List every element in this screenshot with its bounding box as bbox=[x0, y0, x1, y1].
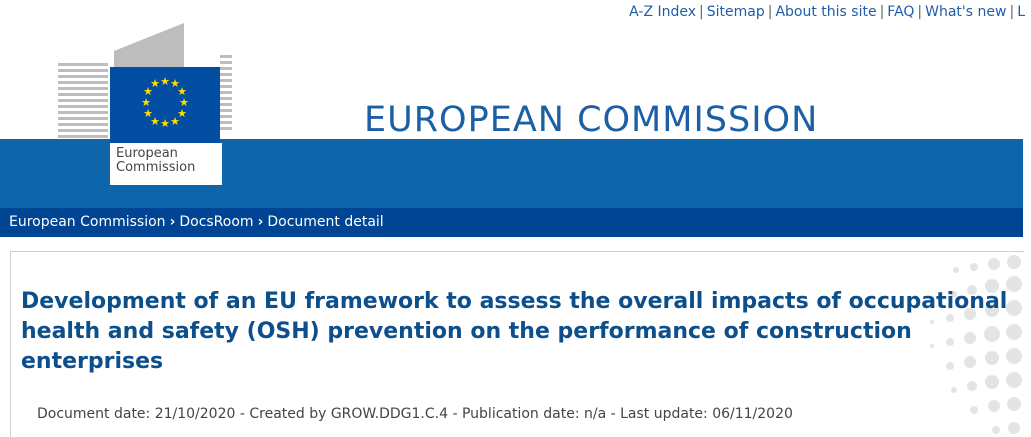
breadcrumb-chevron-icon: › bbox=[257, 214, 264, 230]
breadcrumb bbox=[0, 208, 1023, 237]
breadcrumb-european-commission[interactable]: European Commission bbox=[9, 214, 166, 230]
breadcrumb-docsroom[interactable]: DocsRoom bbox=[179, 214, 254, 230]
svg-text:★: ★ bbox=[160, 75, 170, 88]
svg-text:★: ★ bbox=[160, 117, 170, 130]
svg-text:★: ★ bbox=[170, 115, 180, 128]
breadcrumb-document-detail: Document detail bbox=[267, 214, 384, 230]
svg-text:★: ★ bbox=[143, 107, 153, 120]
svg-text:★: ★ bbox=[150, 77, 160, 90]
site-header bbox=[0, 0, 1023, 208]
svg-text:★: ★ bbox=[150, 115, 160, 128]
svg-text:★: ★ bbox=[170, 77, 180, 90]
document-title: Development of an EU framework to assess the overall impacts of occupational health and safety (OSH) prevention on the performance of construction enterprises bbox=[21, 289, 1008, 374]
logo-caption-line1: European bbox=[116, 146, 178, 161]
svg-text:★: ★ bbox=[179, 96, 189, 109]
logo-caption bbox=[110, 143, 222, 185]
document-panel bbox=[10, 251, 1024, 437]
sitemap-link[interactable]: Sitemap bbox=[706, 4, 765, 20]
whats-new-link[interactable]: What's new bbox=[925, 4, 1007, 20]
svg-text:★: ★ bbox=[141, 96, 151, 109]
top-links-bar: A-Z Index | Sitemap | About this site | FAQ | What's new | L bbox=[629, 4, 1025, 20]
svg-text:★: ★ bbox=[177, 107, 187, 120]
az-index-link[interactable]: A-Z Index bbox=[629, 4, 697, 20]
about-site-link[interactable]: About this site bbox=[775, 4, 877, 20]
breadcrumb-chevron-icon: › bbox=[169, 214, 176, 230]
svg-text:★: ★ bbox=[177, 85, 187, 98]
svg-text:★: ★ bbox=[143, 85, 153, 98]
document-meta: Document date: 21/10/2020 - Created by GROW.DDG1.C.4 - Publication date: n/a - Last update: 06/11/2020 bbox=[37, 406, 793, 422]
legal-link-truncated[interactable]: L bbox=[1017, 4, 1025, 20]
site-title: EUROPEAN COMMISSION bbox=[364, 100, 819, 140]
faq-link[interactable]: FAQ bbox=[887, 4, 915, 20]
logo-caption-line2: Commission bbox=[116, 160, 196, 175]
